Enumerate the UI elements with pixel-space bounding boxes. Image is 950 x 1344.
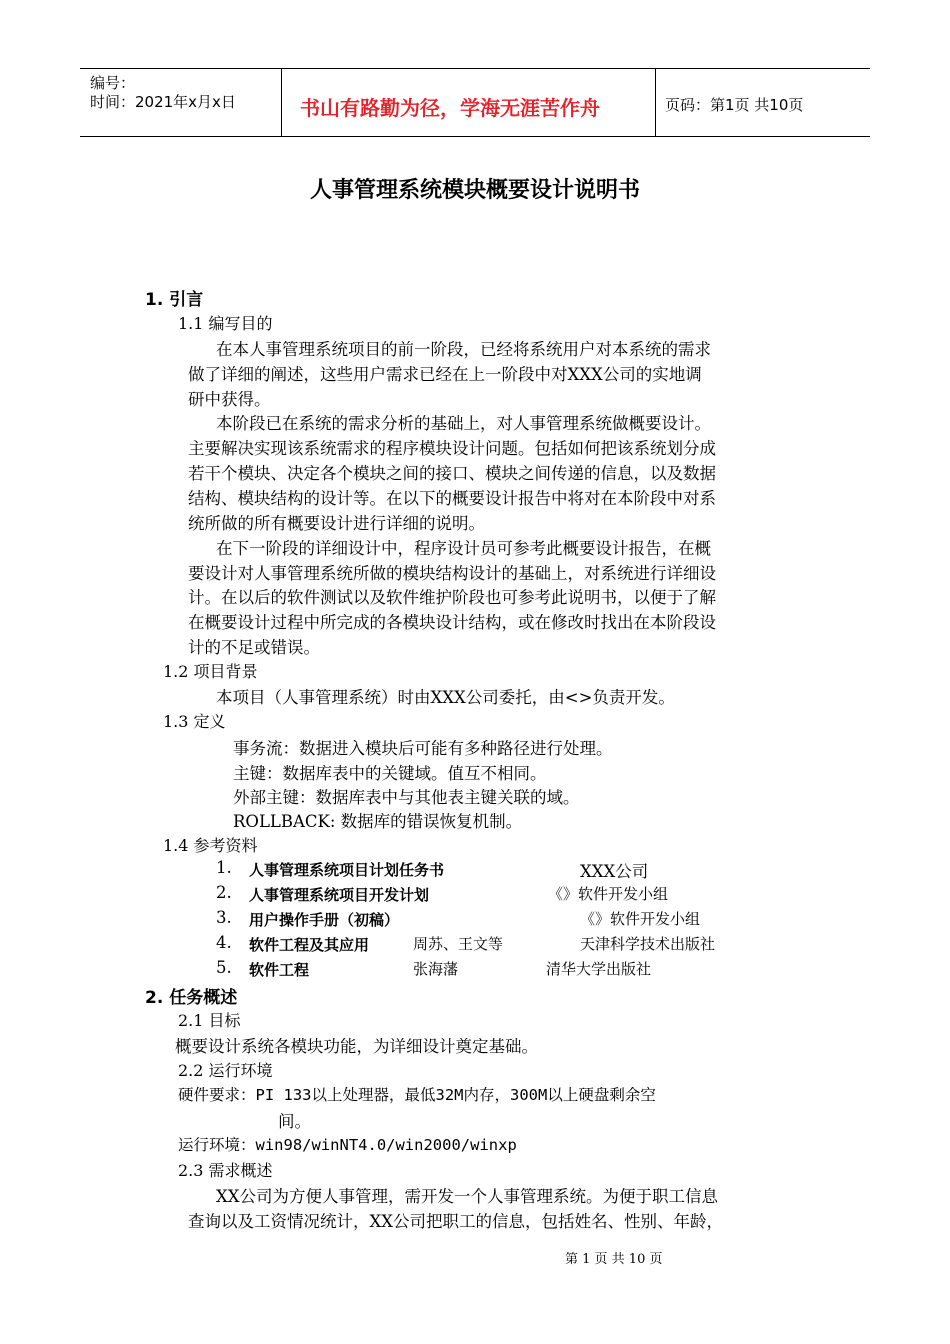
reference-number: 2. — [216, 883, 232, 902]
header-divider-right — [655, 68, 656, 136]
hardware-requirements-line2: 间。 — [278, 1112, 311, 1131]
section-2-3-p1-line2: 查询以及工资情况统计，XX公司把职工的信息，包括姓名、性别、年龄， — [188, 1212, 723, 1231]
header-divider-left — [281, 68, 282, 136]
section-1-1-p2-line4: 结构、模块结构的设计等。在以下的概要设计报告中将对在本阶段中对系 — [188, 489, 716, 508]
reference-title: 人事管理系统项目计划任务书 — [249, 861, 445, 879]
section-1-1-p3-line1: 在下一阶段的详细设计中，程序设计员可参考此概要设计报告，在概 — [216, 539, 711, 558]
section-1-1-p3-line3: 计。在以后的软件测试以及软件维护阶段也可参考此说明书，以便于了解 — [188, 588, 716, 607]
section-1-1-heading: 1.1 编写目的 — [178, 314, 273, 333]
section-2-2-heading: 2.2 运行环境 — [178, 1061, 273, 1080]
definition-item: ROLLBACK: 数据库的错误恢复机制。 — [233, 812, 523, 831]
reference-number: 4. — [216, 933, 232, 952]
runtime-environment: 运行环境：win98/winNT4.0/win2000/winxp — [178, 1136, 517, 1154]
header-motto: 书山有路勤为径，学海无涯苦作舟 — [300, 96, 600, 120]
reference-publisher: 清华大学出版社 — [546, 960, 652, 978]
reference-publisher: 《》软件开发小组 — [548, 885, 669, 903]
section-1-1-p1-line3: 研中获得。 — [188, 390, 271, 409]
header-top-border — [80, 68, 870, 69]
section-1-1-p1-line2: 做了详细的阐述，这些用户需求已经在上一阶段中对XXX公司的实地调 — [188, 365, 702, 384]
reference-publisher: 《》软件开发小组 — [580, 910, 701, 928]
reference-author: 周苏、王文等 — [413, 935, 504, 953]
reference-title: 人事管理系统项目开发计划 — [249, 886, 430, 904]
reference-title: 软件工程及其应用 — [249, 936, 370, 954]
header-page-info: 页码：第1页 共10页 — [665, 96, 804, 114]
section-1-1-p1-line1: 在本人事管理系统项目的前一阶段，已经将系统用户对本系统的需求 — [216, 340, 711, 359]
section-1-2-heading: 1.2 项目背景 — [163, 662, 258, 681]
section-2-1-heading: 2.1 目标 — [178, 1011, 241, 1030]
section-2-3-heading: 2.3 需求概述 — [178, 1161, 273, 1180]
section-1-1-p3-line5: 计的不足或错误。 — [188, 638, 320, 657]
header-number-label: 编号： — [90, 74, 136, 92]
definition-item: 事务流：数据进入模块后可能有多种路径进行处理。 — [233, 739, 613, 758]
header-time-label: 时间：2021年x月x日 — [90, 93, 236, 111]
document-title: 人事管理系统模块概要设计说明书 — [309, 178, 640, 203]
definition-item: 外部主键：数据库表中与其他表主键关联的域。 — [233, 788, 580, 807]
reference-publisher: 天津科学技术出版社 — [580, 935, 716, 953]
section-1-1-p2-line2: 主要解决实现该系统需求的程序模块设计问题。包括如何把该系统划分成 — [188, 439, 716, 458]
section-2-heading: 2. 任务概述 — [145, 988, 238, 1008]
section-1-1-p3-line4: 在概要设计过程中所完成的各模块设计结构，或在修改时找出在本阶段设 — [188, 613, 716, 632]
reference-number: 1. — [216, 858, 232, 877]
section-1-1-p2-line1: 本阶段已在系统的需求分析的基础上，对人事管理系统做概要设计。 — [216, 414, 711, 433]
reference-author: 张海藩 — [413, 960, 459, 978]
hardware-requirements-line1: 硬件要求：PI 133以上处理器，最低32M内存，300M以上硬盘剩余空 — [178, 1086, 656, 1104]
reference-number: 3. — [216, 908, 232, 927]
section-1-2-p1: 本项目（人事管理系统）时由XXX公司委托，由<>负责开发。 — [216, 688, 675, 707]
definition-item: 主键：数据库表中的关键域。值互不相同。 — [233, 764, 547, 783]
section-2-3-p1-line1: XX公司为方便人事管理，需开发一个人事管理系统。为便于职工信息 — [216, 1187, 718, 1206]
page-footer: 第 1 页 共 10 页 — [565, 1252, 663, 1267]
section-1-3-heading: 1.3 定义 — [163, 712, 226, 731]
section-1-1-p2-line5: 统所做的所有概要设计进行详细的说明。 — [188, 514, 485, 533]
section-2-1-p1: 概要设计系统各模块功能，为详细设计奠定基础。 — [175, 1037, 538, 1056]
section-1-4-heading: 1.4 参考资料 — [163, 836, 258, 855]
header-bottom-border — [80, 136, 870, 137]
reference-number: 5. — [216, 958, 232, 977]
section-1-heading: 1. 引言 — [145, 290, 204, 310]
reference-publisher: XXX公司 — [580, 862, 649, 881]
section-1-1-p2-line3: 若干个模块、决定各个模块之间的接口、模块之间传递的信息，以及数据 — [188, 464, 716, 483]
reference-title: 软件工程 — [249, 961, 310, 979]
section-1-1-p3-line2: 要设计对人事管理系统所做的模块结构设计的基础上，对系统进行详细设 — [188, 564, 716, 583]
reference-title: 用户操作手册（初稿） — [249, 911, 400, 929]
